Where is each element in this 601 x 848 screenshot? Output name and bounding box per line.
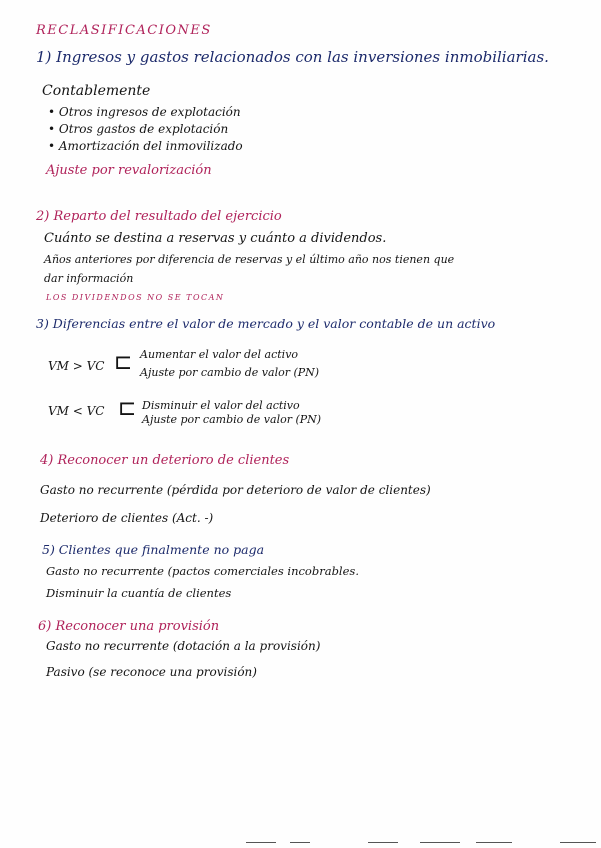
page-rule [368,842,398,843]
page-rule [290,842,310,843]
section-5-line: Gasto no recurrente (pactos comerciales incobrables. [46,564,359,578]
section-1-line: Contablemente [42,83,151,99]
case-2-condition: VM < VC [48,404,105,418]
page-rule [420,842,460,843]
split-arrow-icon: ⊏ [114,350,133,375]
page-rule [476,842,512,843]
section-2-note: LOS DIVIDENDOS NO SE TOCAN [46,293,225,302]
section-2-heading: 2) Reparto del resultado del ejercicio [36,209,282,224]
page-title: RECLASIFICACIONES [36,23,212,38]
section-1-note: Ajuste por revalorización [46,163,212,178]
page-rule [246,842,276,843]
section-1-bullet: • Otros gastos de explotación [48,122,229,136]
section-6-line: Gasto no recurrente (dotación a la provisión) [46,639,321,653]
case-1-result: Ajuste por cambio de valor (PN) [140,366,320,379]
section-5-line: Disminuir la cuantía de clientes [46,586,232,600]
section-1-heading: 1) Ingresos y gastos relacionados con las inversiones inmobiliarias. [36,48,549,66]
section-4-line: Deterioro de clientes (Act. -) [40,511,214,525]
section-4-heading: 4) Reconocer un deterioro de clientes [40,453,290,468]
split-arrow-icon: ⊏ [118,396,137,421]
section-4-line: Gasto no recurrente (pérdida por deterioro de valor de clientes) [40,483,431,497]
section-1-bullet: • Amortización del inmovilizado [48,139,243,153]
section-1-bullet: • Otros ingresos de explotación [48,105,241,119]
case-2-result: Disminuir el valor del activo [142,399,300,412]
section-6-line: Pasivo (se reconoce una provisión) [46,665,257,679]
section-5-heading: 5) Clientes que finalmente no paga [42,542,265,557]
case-1-result: Aumentar el valor del activo [140,348,299,361]
section-2-line: Años anteriores por diferencia de reservas y el último año nos tienen que [44,253,455,266]
section-3-heading: 3) Diferencias entre el valor de mercado y el valor contable de un activo [36,316,496,331]
case-2-result: Ajuste por cambio de valor (PN) [142,413,322,426]
section-6-heading: 6) Reconocer una provisión [38,619,220,634]
section-2-line: dar información [44,272,134,285]
case-1-condition: VM > VC [48,359,105,373]
section-2-line: Cuánto se destina a reservas y cuánto a dividendos. [44,231,387,246]
page-rule [560,842,596,843]
